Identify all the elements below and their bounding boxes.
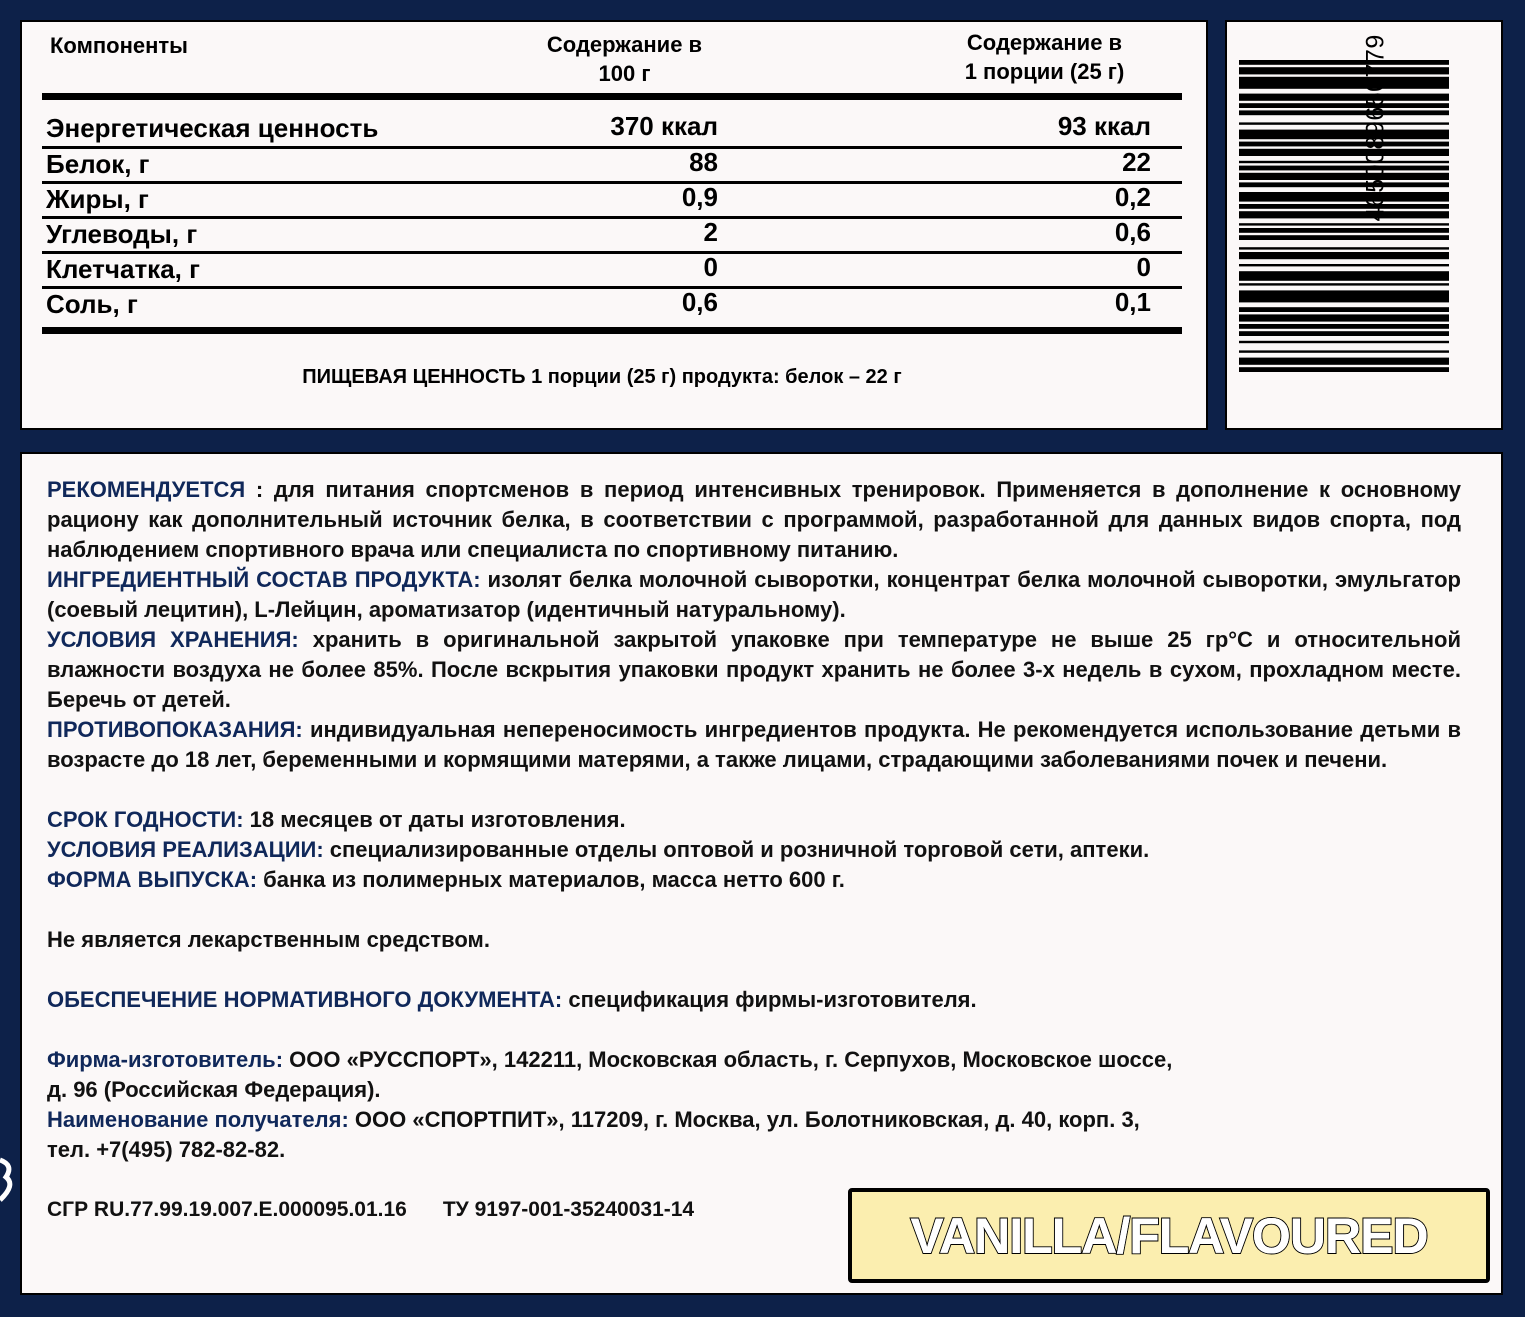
barcode-bar: [1239, 182, 1449, 187]
barcode-bar: [1239, 228, 1449, 233]
row-per-serving: 93 ккал: [1057, 111, 1151, 141]
barcode-bar: [1239, 314, 1449, 321]
table-row: [46, 252, 1151, 287]
recommended-section: [47, 475, 1461, 565]
row-name: Углеводы, г: [46, 219, 198, 249]
contraindications-label: ПРОТИВОПОКАЗАНИЯ:: [47, 717, 303, 742]
table-row: [46, 217, 1151, 252]
barcode-bar: [1239, 350, 1449, 352]
barcode-bar: [1239, 149, 1449, 156]
barcode-digits: 4650089650779: [1361, 34, 1390, 222]
form-label: ФОРМА ВЫПУСКА:: [47, 867, 258, 892]
nutrition-note: ПИЩЕВАЯ ЦЕННОСТЬ 1 порции (25 г) продукта: белок – 22 г: [302, 366, 902, 388]
row-name: Клетчатка, г: [46, 254, 200, 284]
row-per-100g: 370 ккал: [610, 111, 718, 141]
barcode-bars: [1239, 60, 1449, 395]
barcode-bar: [1239, 290, 1449, 302]
contraindications-section: [47, 715, 1461, 775]
header-components: Компоненты: [50, 33, 188, 58]
row-name: Соль, г: [46, 289, 138, 319]
row-name: Белок, г: [46, 149, 150, 179]
manufacturer-label: Фирма-изготовитель:: [47, 1047, 284, 1072]
barcode-bar: [1239, 252, 1449, 259]
tu-number: ТУ 9197-001-35240031-14: [442, 1198, 695, 1221]
header-per-100g: [492, 30, 757, 88]
header-per-100g-line2: 100 г: [598, 61, 651, 86]
barcode-bar: [1239, 341, 1449, 343]
row-name: Жиры, г: [46, 184, 149, 214]
manufacturer-line2: д. 96 (Российская Федерация).: [47, 1077, 381, 1102]
barcode-bar: [1239, 235, 1449, 240]
barcode-bar: [1239, 283, 1449, 285]
header-per-serving-line1: Содержание в: [966, 30, 1123, 55]
barcode-bar: [1239, 367, 1449, 372]
row-per-100g: 88: [689, 147, 718, 177]
barcode-bar: [1239, 264, 1449, 266]
form-text: банка из полимерных материалов, масса нетто 600 г.: [257, 867, 845, 892]
barcode-bar: [1239, 94, 1449, 101]
ingredients-section: [47, 565, 1461, 625]
header-per-serving-line2: 1 порции (25 г): [964, 59, 1125, 84]
barcode-bar: [1239, 142, 1449, 147]
manufacturer-line1: [47, 1045, 1172, 1075]
product-info: [20, 452, 1503, 1295]
header-divider: [42, 93, 1182, 100]
sales-section: [47, 835, 1461, 865]
contraindications-text: индивидуальная непереносимость ингредиентов продукта. Не рекомендуется использование детьми в возрасте до 18 лет, беременными и кормящими матерями, а также лицами, страдающими заболеваниями почек и печени.: [47, 717, 1461, 772]
recipient-label: Наименование получателя:: [47, 1107, 349, 1132]
barcode-bar: [1239, 358, 1449, 365]
recipient-line1: [47, 1105, 1140, 1135]
barcode-bar: [1239, 271, 1449, 281]
normative-label: ОБЕСПЕЧЕНИЕ НОРМАТИВНОГО ДОКУМЕНТА:: [47, 987, 563, 1012]
flavour-label: VANILLA/FLAVOURED: [910, 1207, 1428, 1264]
barcode-bar: [1239, 223, 1449, 225]
barcode-bar: [1239, 110, 1449, 115]
manufacturer-text: ООО «РУССПОРТ», 142211, Московская область, г. Серпухов, Московское шоссе,: [283, 1047, 1173, 1072]
normative-text: спецификация фирмы-изготовителя.: [562, 987, 977, 1012]
row-per-100g: 0,6: [681, 287, 718, 317]
shelf-life-label: СРОК ГОДНОСТИ:: [47, 807, 244, 832]
row-per-serving: 0,2: [1114, 182, 1151, 212]
table-row: [46, 287, 1151, 322]
nutrition-table: [20, 20, 1208, 430]
row-per-100g: 0,9: [681, 182, 718, 212]
barcode-bar: [1239, 307, 1449, 312]
table-row: [46, 182, 1151, 217]
barcode-bar: [1239, 204, 1449, 209]
ingredients-text: изолят белка молочной сыворотки, концентрат белка молочной сыворотки, эмульгатор (соевый лецитин), L-Лейцин, ароматизатор (идентичный натуральному).: [47, 567, 1461, 622]
form-section: [47, 865, 1461, 895]
sales-label: УСЛОВИЯ РЕАЛИЗАЦИИ:: [47, 837, 324, 862]
barcode-bar: [1239, 130, 1449, 140]
barcode-bar: [1239, 103, 1449, 108]
row-name: Энергетическая ценность: [46, 113, 379, 143]
barcode-bar: [1239, 324, 1449, 329]
barcode-bar: [1239, 166, 1449, 171]
decorative-edge-mark: [0, 1155, 20, 1205]
barcode-bar: [1239, 67, 1449, 74]
barcode-bar: [1239, 122, 1449, 124]
table-row: [46, 111, 1151, 146]
shelf-life-section: [47, 805, 1461, 835]
storage-text: хранить в оригинальной закрытой упаковке при температуре не выше 25 гр°С и относительной влажности воздуха не более 85%. После вскрытия упаковки продукт хранить не более 3-х недель в сухом, прохладном месте. Беречь от детей.: [47, 627, 1461, 712]
sales-text: специализированные отделы оптовой и розничной торговой сети, аптеки.: [323, 837, 1150, 862]
row-per-serving: 0: [1136, 252, 1151, 282]
barcode-bar: [1239, 211, 1449, 218]
recipient-line2: тел. +7(495) 782-82-82.: [47, 1137, 286, 1162]
recommended-text: : для питания спортсменов в период интенсивных тренировок. Применяется в дополнение к основному рациону как дополнительный источник белка, в соответствии с программой, разработанной для данных видов спорта, под наблюдением спортивного врача или специалиста по спортивному питанию.: [47, 477, 1461, 562]
shelf-life-text: 18 месяцев от даты изготовления.: [243, 807, 626, 832]
table-row: [46, 147, 1151, 182]
recommended-label: РЕКОМЕНДУЕТСЯ: [47, 477, 246, 502]
recipient-section: [47, 1105, 1140, 1165]
sgr-number: СГР RU.77.99.19.007.Е.000095.01.16: [47, 1198, 407, 1221]
manufacturer-section: [47, 1045, 1172, 1105]
ingredients-label: ИНГРЕДИЕНТНЫЙ СОСТАВ ПРОДУКТА:: [47, 567, 481, 592]
row-per-100g: 2: [703, 217, 718, 247]
not-medicine-note: Не является лекарственным средством.: [47, 927, 490, 952]
barcode: [1225, 20, 1503, 430]
header-per-100g-line1: Содержание в: [546, 32, 703, 57]
normative-section: [47, 985, 1461, 1015]
certificate-line: [47, 1195, 694, 1225]
row-per-100g: 0: [703, 252, 718, 282]
storage-label: УСЛОВИЯ ХРАНЕНИЯ:: [47, 627, 299, 652]
header-per-serving: [922, 28, 1167, 86]
barcode-bar: [1239, 173, 1449, 180]
barcode-bar: [1239, 77, 1449, 89]
row-per-serving: 0,6: [1114, 217, 1151, 247]
flavour-badge: [848, 1188, 1490, 1283]
barcode-bar: [1239, 331, 1449, 336]
barcode-bar: [1239, 192, 1449, 202]
barcode-bar: [1239, 161, 1449, 163]
barcode-bar: [1239, 60, 1449, 65]
barcode-bar: [1239, 247, 1449, 249]
storage-section: [47, 625, 1461, 715]
recipient-text: ООО «СПОРТПИТ», 117209, г. Москва, ул. Болотниковская, д. 40, корп. 3,: [348, 1107, 1140, 1132]
row-per-serving: 22: [1122, 147, 1151, 177]
row-per-serving: 0,1: [1114, 287, 1151, 317]
table-bottom-divider: [42, 327, 1182, 334]
